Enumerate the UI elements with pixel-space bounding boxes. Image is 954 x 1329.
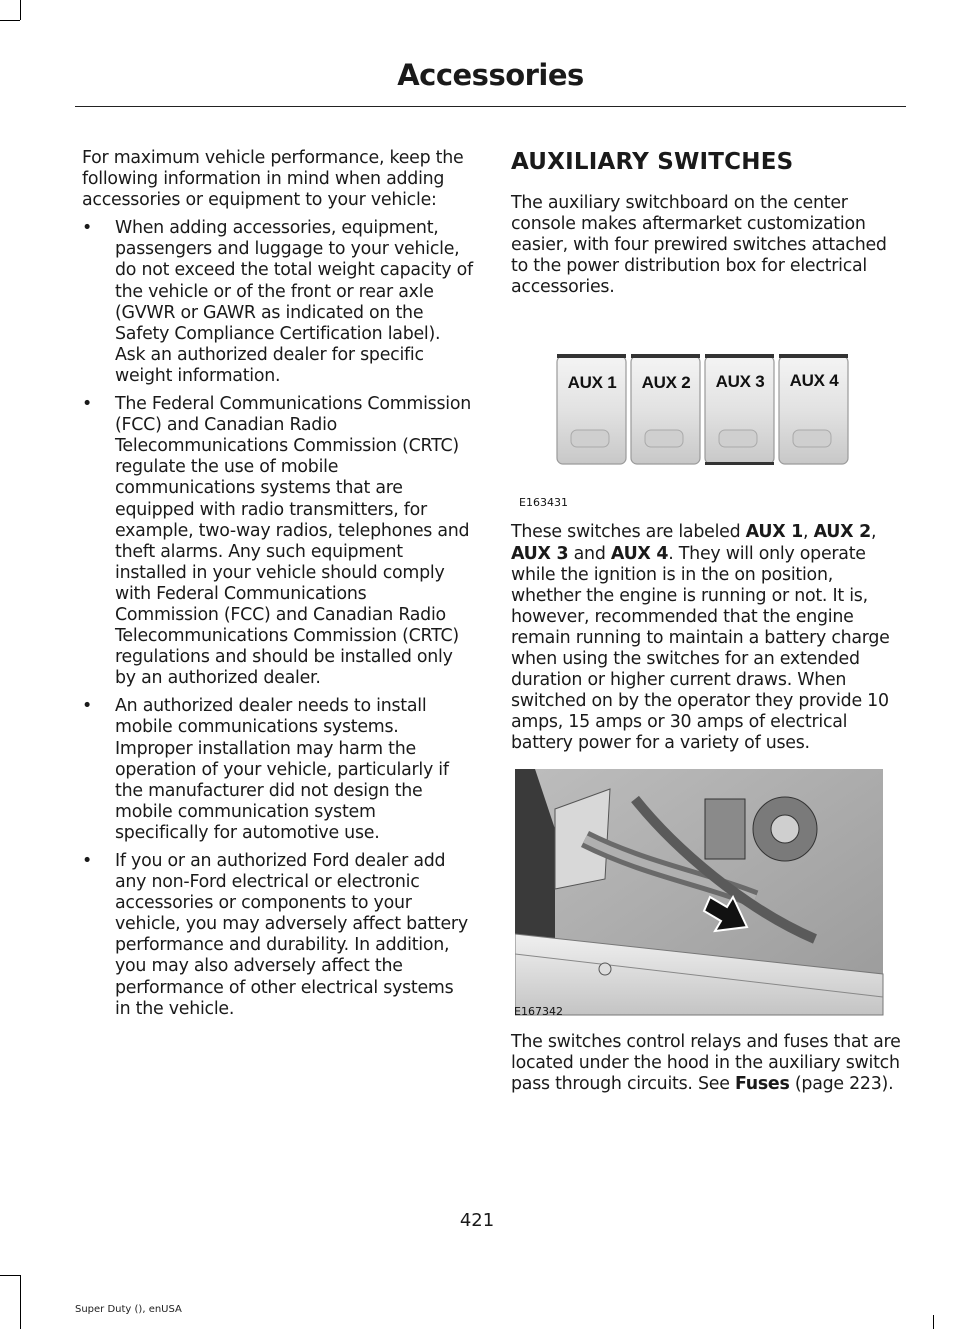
- right-column: [511, 148, 903, 1095]
- aux-2-label: AUX 2: [641, 373, 691, 393]
- bullet-marker: •: [82, 218, 93, 239]
- list-item: [82, 851, 474, 1020]
- crop-mark: [933, 1315, 934, 1329]
- list-item: [82, 696, 474, 844]
- aux-2-switch: [631, 354, 700, 464]
- title-divider: [75, 106, 906, 107]
- figure-code: E167342: [514, 1004, 563, 1018]
- left-column: [82, 148, 474, 1027]
- crop-mark: [0, 20, 20, 21]
- bullet-text: When adding accessories, equipment, passengers and luggage to your vehicle, do not exceed the total weight capacity of the vehicle or of the front or rear axle (GVWR or GAWR as indicated on the Safety Compliance Certification label). Ask an authorized dealer for specific weight information.: [115, 218, 473, 386]
- aux-3-label: AUX 3: [715, 372, 765, 392]
- list-item: [82, 218, 474, 387]
- bullet-marker: •: [82, 696, 93, 717]
- auxiliary-intro-paragraph: The auxiliary switchboard on the center console makes aftermarket customization easier, with four prewired switches attached to the power distribution box for electrical accessories.: [511, 193, 887, 298]
- aux-switches-figure: [511, 310, 903, 514]
- intro-paragraph: For maximum vehicle performance, keep the following information in mind when adding accessories or equipment to your vehicle:: [82, 148, 464, 211]
- list-item: [82, 394, 474, 689]
- crop-mark: [0, 1275, 20, 1276]
- bullet-text: If you or an authorized Ford dealer add any non-Ford electrical or electronic accessories or components to your vehicle, you may adversely affect battery performance and durability. In addition, you may also adversely affect the performance of other electrical systems in the vehicle.: [115, 851, 468, 1019]
- underhood-illustration: [515, 769, 887, 1017]
- bullet-marker: •: [82, 851, 93, 871]
- page-number: 421: [459, 1210, 495, 1231]
- aux-3-switch: [705, 354, 774, 465]
- switches-description-paragraph: These switches are labeled AUX 1, AUX 2, AUX 3 and AUX 4. They will only operate while the ignition is in the on position, whether the engine is running or not. It is, however, recommended that the engine remain running to maintain a battery charge when using the switches for an extended duration or higher current draws. When switched on by the operator they provide 10 amps, 15 amps or 30 amps of electrical battery power for a variety of uses.: [511, 522, 890, 754]
- underhood-figure: [511, 769, 903, 1019]
- aux-1-switch: [557, 354, 626, 464]
- footer-text: Super Duty (), enUSA: [75, 1304, 182, 1315]
- section-heading: AUXILIARY SWITCHES: [511, 149, 794, 175]
- bullet-marker: •: [82, 394, 93, 415]
- crop-mark: [20, 1275, 21, 1329]
- bullet-text: The Federal Communications Commission (FCC) and Canadian Radio Telecommunications Commission (CRTC) regulate the use of mobile communications systems that are equipped with radio transmitters, for example, two-way radios, telephones and theft alarms. Any such equipment installed in your vehicle should comply with Federal Communications Commission (FCC) and Canadian Radio Telecommunications Commission (CRTC) regulations and should be installed only by an authorized dealer.: [115, 394, 472, 689]
- relays-fuses-paragraph: The switches control relays and fuses that are located under the hood in the auxiliary switch pass through circuits. See Fuses (page 223).: [511, 1031, 901, 1094]
- fuses-reference: Fuses: [734, 1073, 790, 1094]
- figure-code: E163431: [519, 496, 568, 510]
- aux-1-label: AUX 1: [567, 373, 617, 393]
- aux-switches-illustration: [511, 310, 903, 490]
- crop-mark: [20, 0, 21, 20]
- page-title: Accessories: [397, 58, 584, 92]
- bullet-list: [82, 218, 474, 1019]
- aux-4-label: AUX 4: [789, 371, 839, 391]
- bullet-text: An authorized dealer needs to install mobile communications systems. Improper installation may harm the operation of your vehicle, particularly if the manufacturer did not design the mobile communication system specifically for automotive use.: [115, 696, 449, 843]
